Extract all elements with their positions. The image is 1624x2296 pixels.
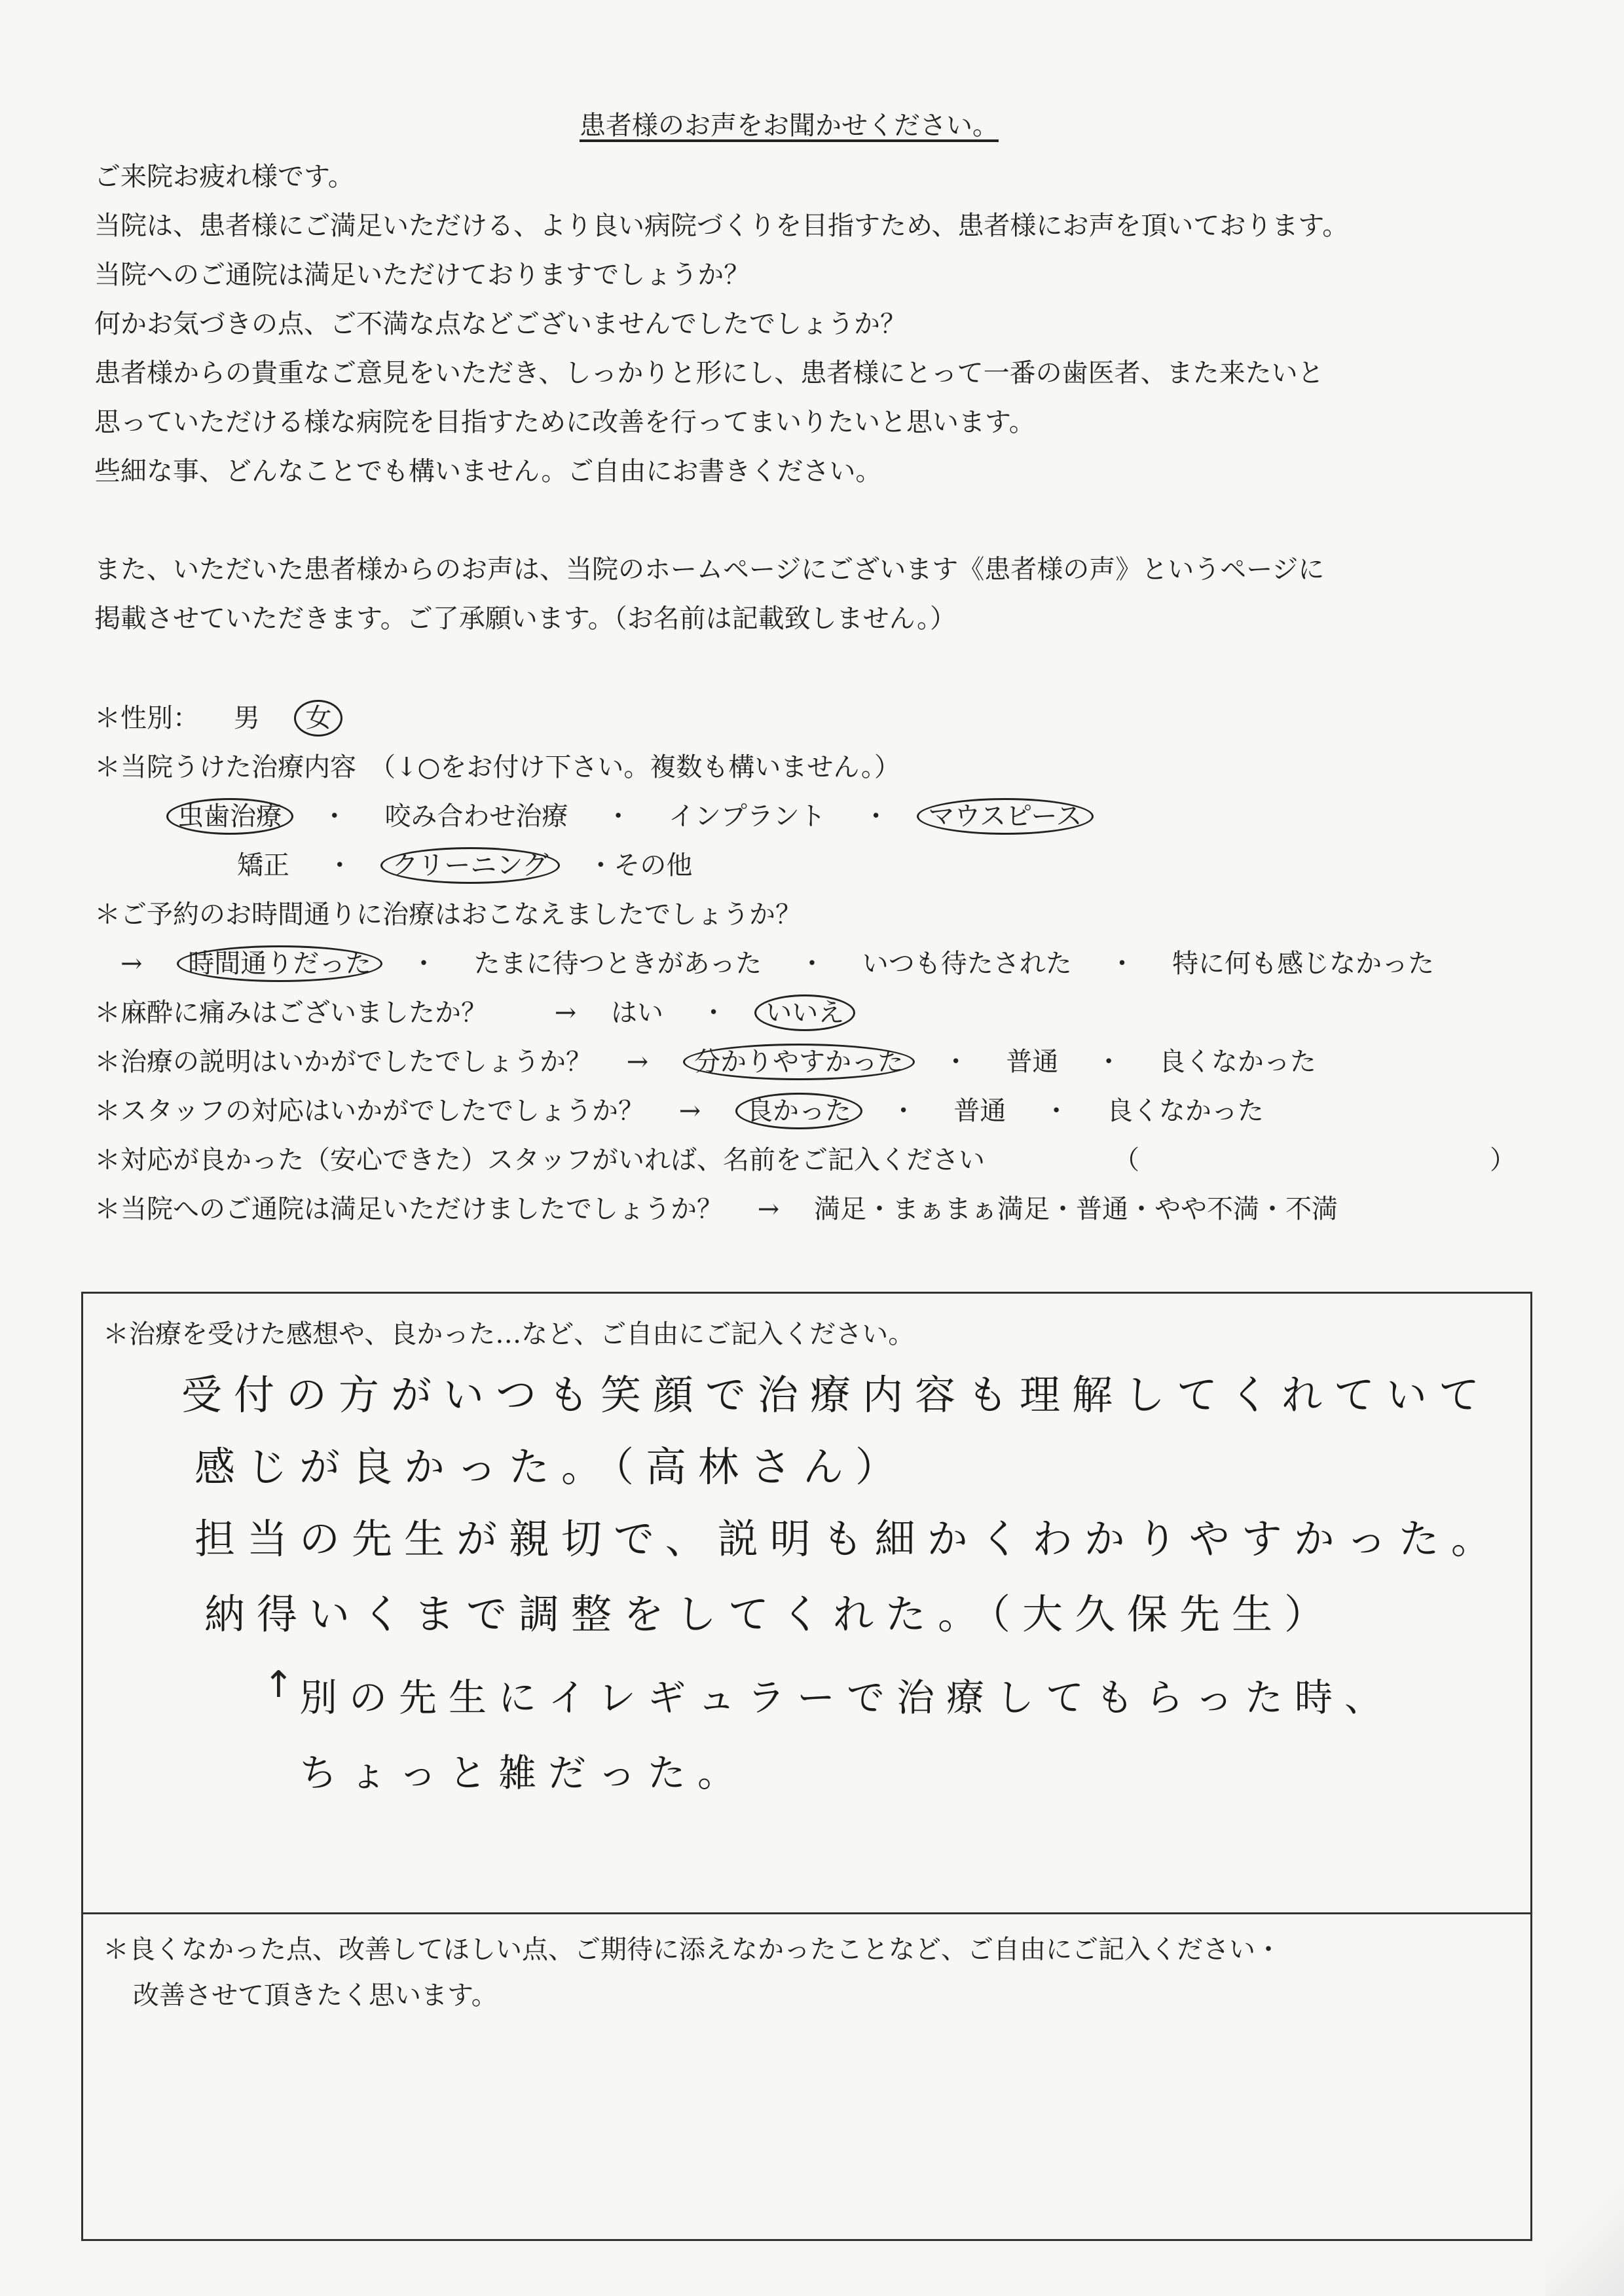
intro-line: ご来院お疲れ様です。 [94,162,354,192]
box-divider [83,1912,1530,1914]
satisfaction-options[interactable]: 満足・まぁまぁ満足・普通・やや不満・不満 [813,1194,1338,1224]
appointment-options [120,943,1434,980]
treatment-option-bite[interactable]: 咬み合わせ治療 [384,801,568,831]
staff-question [94,1090,1264,1127]
appointment-option-sometimes-wait[interactable]: たまに待つときがあった [473,949,762,979]
impressions-label: ＊治療を受けた感想や、良かった…など、ご自由にご記入ください。 [103,1319,915,1349]
gender-female-option[interactable]: 女 [294,700,342,737]
arrow-right-icon: → [678,1096,701,1126]
improvements-label-1: ＊良くなかった点、改善してほしい点、ご期待に添えなかったことなど、ご自由にご記入ください・ [103,1935,1282,1965]
appointment-question: ＊ご予約のお時間通りに治療はおこなえましたでしょうか？ [94,900,802,930]
handwritten-line: ちょっと雑だった。 [299,1751,748,1795]
intro-line: 当院へのご通院は満足いただけておりますでしょうか？ [94,260,750,290]
treatment-option-orthodontics[interactable]: 矯正 [237,850,289,881]
paper-corner-shadow [1545,2160,1624,2296]
intro-line: 思っていただける様な病院を目指すために改善を行ってまいりたいと思います。 [94,407,1035,437]
treatment-options-row1 [175,795,1084,833]
treatment-option-other[interactable]: ・その他 [587,850,693,881]
staff-option-bad[interactable]: 良くなかった [1106,1096,1264,1126]
staff-name-close-paren: ） [1490,1145,1516,1175]
separator: ・ [942,1047,969,1077]
separator: ・ [1109,949,1135,979]
appointment-option-always-wait[interactable]: いつも待たされた [862,949,1072,979]
staff-name-question [94,1139,985,1176]
anesthesia-label: ＊麻酔に痛みはございましたか？ [94,998,487,1028]
staff-option-normal[interactable]: 普通 [953,1096,1006,1126]
explanation-label: ＊治療の説明はいかがでしたでしょうか？ [94,1047,592,1077]
comment-box [81,1292,1532,2241]
satisfaction-label: ＊当院へのご通院は満足いただけましたでしょうか？ [94,1194,723,1224]
treatment-question: ＊当院うけた治療内容 （↓○をお付け下さい。複数も構いません。） [94,752,900,782]
intro-line: 何かお気づきの点、ご不満な点などございませんでしたでしょうか？ [94,309,906,339]
explanation-question [94,1041,1316,1078]
staff-name-field[interactable] [1159,1139,1486,1172]
treatment-options-row2 [237,845,692,882]
anesthesia-option-yes[interactable]: はい [610,998,663,1028]
staff-name-open-paren: （ [1113,1145,1139,1175]
gender-question [94,697,333,735]
intro-line: 些細な事、どんなことでも構いません。ご自由にお書きください。 [94,456,882,486]
staff-name-label: ＊対応が良かった（安心できた）スタッフがいれば、名前をご記入ください [94,1145,985,1175]
appointment-option-on-time[interactable]: 時間通りだった [177,945,382,982]
staff-option-good[interactable]: 良かった [735,1093,862,1129]
separator: ・ [410,949,437,979]
treatment-option-mouthpiece[interactable]: マウスピース [917,798,1093,835]
anesthesia-option-no[interactable]: いいえ [754,994,855,1031]
anesthesia-question [94,992,846,1029]
handwritten-line: 受付の方がいつも笑顔で治療内容も理解してくれていて [181,1371,1492,1419]
handwritten-line: 感じが良かった。（高林さん） [194,1443,908,1491]
separator: ・ [1096,1047,1122,1077]
separator: ・ [700,998,727,1028]
staff-label: ＊スタッフの対応はいかがでしたでしょうか？ [94,1096,644,1126]
intro-line: また、いただいた患者様からのお声は、当院のホームページにございます《患者様の声》というページに [94,555,1325,585]
separator: ・ [326,850,353,881]
satisfaction-question [94,1188,1338,1226]
arrow-right-icon: → [626,1047,649,1077]
separator: ・ [321,801,348,831]
separator: ・ [799,949,825,979]
separator: ・ [1043,1096,1070,1126]
explanation-option-normal[interactable]: 普通 [1006,1047,1059,1077]
arrow-right-icon: → [554,998,577,1028]
arrow-right-icon: → [120,949,143,979]
appointment-option-no-feeling[interactable]: 特に何も感じなかった [1172,949,1435,979]
gender-label: ＊性別： [94,703,199,733]
separator: ・ [605,801,632,831]
separator: ・ [862,801,889,831]
handwritten-line: 納得いくまで調整をしてくれた。（大久保先生） [204,1590,1337,1638]
page-title: 患者様のお声をお聞かせください。 [580,111,999,141]
gender-male-option[interactable]: 男 [233,703,260,733]
explanation-option-bad[interactable]: 良くなかった [1158,1047,1316,1077]
explanation-option-clear[interactable]: 分かりやすかった [683,1044,915,1080]
handwritten-line: 別の先生にイレギュラーで治療してもらった時、 [299,1675,1395,1720]
separator: ・ [890,1096,917,1126]
treatment-option-cleaning[interactable]: クリーニング [380,847,559,884]
intro-line: 当院は、患者様にご満足いただける、より良い病院づくりを目指すため、患者様にお声を頂いております。 [94,211,1349,241]
arrow-right-icon: → [757,1194,780,1224]
intro-line: 患者様からの貴重なご意見をいただき、しっかりと形にし、患者様にとって一番の歯医者、また来たいと [94,358,1324,388]
intro-line: 掲載させていただきます。ご了承願います。（お名前は記載致しません。） [94,604,956,634]
handwritten-line: 担当の先生が親切で、説明も細かくわかりやすかった。 [194,1515,1504,1563]
arrow-up-icon: ↑ [263,1664,294,1706]
treatment-option-implant[interactable]: インプラント [668,801,826,831]
treatment-option-cavity[interactable]: 虫歯治療 [166,798,293,835]
improvements-label-2: 改善させて頂きたく思います。 [133,1980,498,2011]
